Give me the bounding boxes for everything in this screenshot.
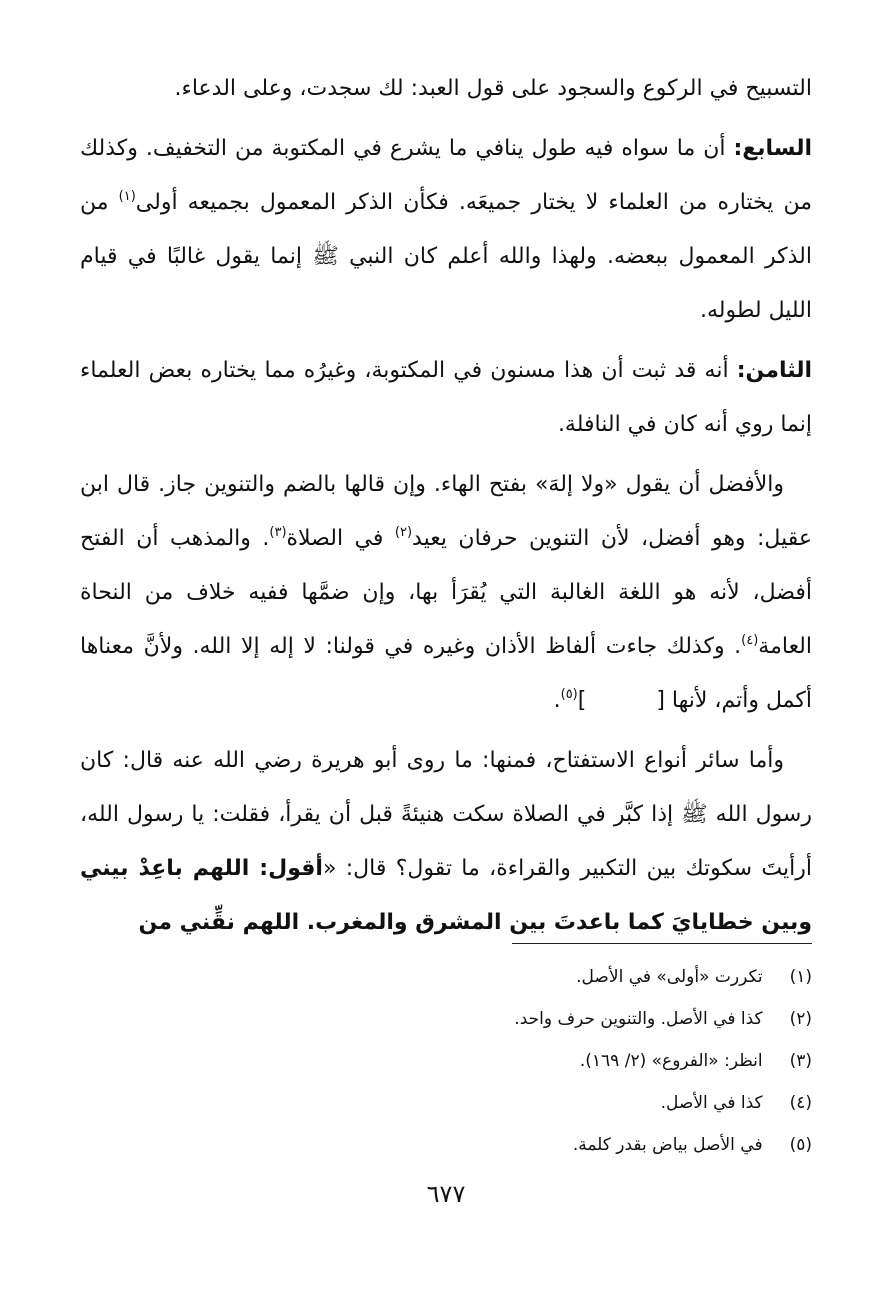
paragraph-eighth [80, 344, 812, 452]
footnote-number: (٣) [789, 1051, 812, 1071]
istiftah-bold-quote: أقول: اللهم باعِدْ بيني وبين خطايايَ كما باعدتَ بين المشرق والمغرب. اللهم نقِّني من [80, 856, 812, 935]
footnote-ref-3[interactable]: (٣) [269, 525, 287, 540]
istiftah-text: وأما سائر أنواع الاستفتاح، فمنها: ما روى أبو هريرة رضي الله عنه قال: كان رسول الله ﷺ إذا كبَّر في الصلاة سكت هنيئةً قبل أن يقرأ، فقلت: يا رسول الله، أرأيتَ سكوتك بين التكبير والقراءة، ما تقول؟ قال: « [80, 748, 812, 881]
paragraph-afdal [80, 458, 812, 728]
afdal-text-a: والأفضل أن يقول «ولا إلهَ» بفتح الهاء. وإن قالها بالضم والتنوين جاز. قال ابن عقيل: وهو أفضل، لأن التنوين حرفان يعيد [80, 472, 812, 551]
afdal-text-b: في الصلاة [286, 526, 395, 551]
afdal-text-e: ] [577, 688, 587, 713]
paragraph-istiftah [80, 734, 812, 950]
afdal-text-f: . [553, 688, 561, 713]
eighth-text: أنه قد ثبت أن هذا مسنون في المكتوبة، وغيرُه مما يختاره بعض العلماء إنما روي أنه كان في النافلة. [80, 358, 812, 437]
footnote-ref-4[interactable]: (٤) [741, 633, 759, 648]
page-number: ٦٧٧ [426, 1180, 466, 1208]
footnote-number: (٥) [789, 1135, 812, 1155]
footnote-4 [112, 1082, 812, 1124]
footnote-ref-5[interactable]: (٥) [560, 687, 578, 702]
paragraph-1 [80, 62, 812, 116]
afdal-text-d: . وكذلك جاءت ألفاظ الأذان وغيره في قولنا: لا إله إلا الله. ولأنَّ معناها أكمل وأتم، لأنها [ [80, 634, 812, 713]
footnote-2 [112, 998, 812, 1040]
footnote-separator [512, 943, 812, 944]
afdal-text-c: . والمذهب أن الفتح أفضل، لأنه هو اللغة الغالبة التي يُقرَأ بها، وإن ضمَّها ففيه خلاف من النحاة العامة [80, 526, 812, 659]
seventh-label: السابع: [733, 136, 812, 161]
footnote-text: في الأصل بياض بقدر كلمة. [572, 1135, 763, 1155]
paragraph-seventh [80, 122, 812, 338]
seventh-text-b: من الذكر المعمول ببعضه. ولهذا والله أعلم كان النبي ﷺ إنما يقول غالبًا في قيام الليل لطوله. [80, 190, 812, 323]
footnote-number: (٤) [789, 1093, 812, 1113]
footnote-text: كذا في الأصل. والتنوين حرف واحد. [514, 1009, 763, 1029]
footnote-1 [112, 956, 812, 998]
footnote-5 [112, 1124, 812, 1166]
main-text [80, 62, 812, 956]
footnote-text: تكررت «أولى» في الأصل. [576, 967, 763, 987]
footnote-ref-2[interactable]: (٢) [394, 525, 413, 540]
footnote-number: (١) [789, 967, 812, 987]
footnote-ref-1[interactable]: (١) [118, 189, 136, 204]
paragraph-1-text: التسبيح في الركوع والسجود على قول العبد: لك سجدت، وعلى الدعاء. [174, 76, 812, 101]
footnotes [112, 956, 812, 1166]
footnote-text: كذا في الأصل. [660, 1093, 763, 1113]
footnote-text: انظر: «الفروع» (٢/ ١٦٩). [579, 1051, 763, 1071]
eighth-label: الثامن: [736, 358, 812, 383]
footnote-number: (٢) [789, 1009, 812, 1029]
seventh-text-a: أن ما سواه فيه طول ينافي ما يشرع في المكتوبة من التخفيف. وكذلك من يختاره من العلماء لا يختار جميعَه. فكأن الذكر المعمول بجميعه أولى [80, 136, 813, 215]
footnote-3 [112, 1040, 812, 1082]
